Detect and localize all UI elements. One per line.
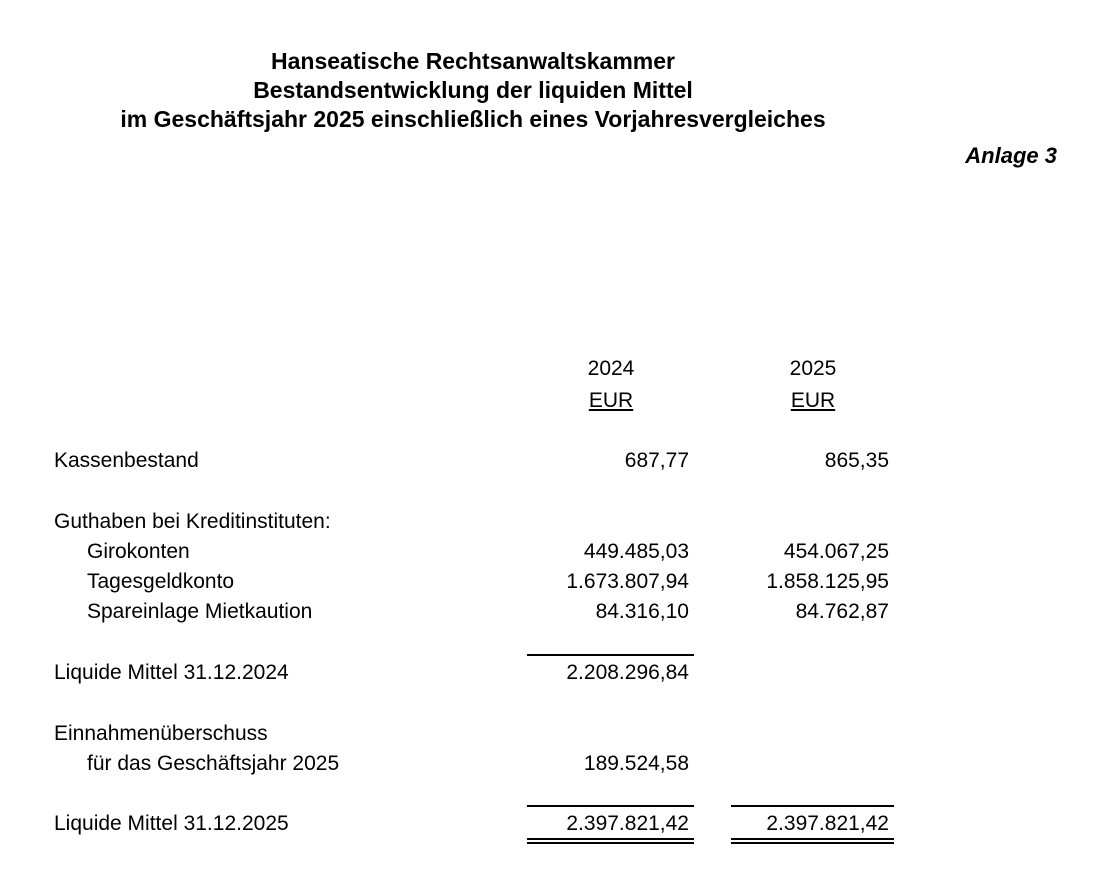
deposit-value-2025: 84.762,87 [795, 600, 889, 623]
liquid-2024-value: 2.208.296,84 [566, 661, 689, 684]
annex-label: Anlage 3 [965, 143, 1057, 168]
row-label-surplus: für das Geschäftsjahr 2025 [87, 752, 340, 775]
total-top-rule-2024 [527, 805, 694, 807]
row-label-overnight: Tagesgeldkonto [87, 570, 235, 593]
deposit-value-2024: 84.316,10 [595, 600, 689, 623]
row-label-checking: Girokonten [87, 540, 190, 563]
subtotal-rule-2024 [527, 654, 694, 656]
overnight-value-2025: 1.858.125,95 [766, 570, 889, 593]
total-top-rule-2025 [731, 805, 894, 807]
row-label-liquid-2025: Liquide Mittel 31.12.2025 [54, 812, 289, 835]
cash-value-2025: 865,35 [824, 449, 889, 472]
liquid-2025-value-col-2025: 2.397.821,42 [766, 812, 889, 835]
column-currency-2025: EUR [790, 389, 836, 412]
row-label-deposit: Spareinlage Mietkaution [87, 600, 313, 623]
title-line-2: Bestandsentwicklung der liquiden Mittel [253, 77, 693, 103]
checking-value-2025: 454.067,25 [783, 540, 889, 563]
surplus-value: 189.524,58 [583, 752, 689, 775]
cash-value-2024: 687,77 [624, 449, 689, 472]
total-double-rule-2024 [527, 838, 694, 844]
overnight-value-2024: 1.673.807,94 [566, 570, 689, 593]
document-title [0, 47, 946, 134]
liquid-2025-value-col-2024: 2.397.821,42 [566, 812, 689, 835]
column-year-2025: 2025 [789, 357, 837, 380]
title-line-1: Hanseatische Rechtsanwaltskammer [271, 48, 675, 74]
column-currency-2024: EUR [588, 389, 634, 412]
row-label-bank-balances: Guthaben bei Kreditinstituten: [54, 510, 331, 533]
total-double-rule-2025 [731, 838, 894, 844]
column-year-2024: 2024 [587, 357, 635, 380]
row-label-liquid-2024: Liquide Mittel 31.12.2024 [54, 661, 289, 684]
checking-value-2024: 449.485,03 [583, 540, 689, 563]
row-label-cash: Kassenbestand [54, 449, 199, 472]
title-line-3: im Geschäftsjahr 2025 einschließlich eines Vorjahresvergleiches [120, 106, 826, 132]
row-label-surplus-heading: Einnahmenüberschuss [54, 722, 268, 745]
